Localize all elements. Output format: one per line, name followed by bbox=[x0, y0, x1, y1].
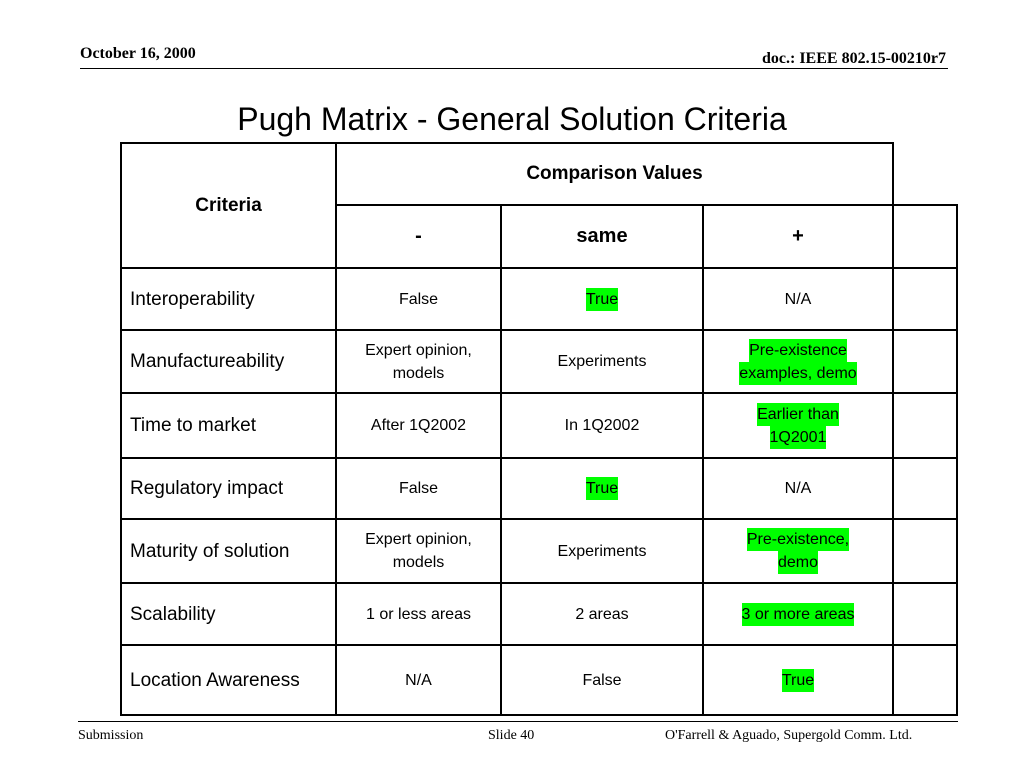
criterion-label: Location Awareness bbox=[130, 669, 300, 691]
table-border-bottom bbox=[120, 714, 958, 716]
criterion-label: Manufactureability bbox=[130, 351, 285, 372]
value-same: Experiments bbox=[557, 542, 647, 560]
value-same: False bbox=[582, 671, 622, 689]
value-same: Experiments bbox=[557, 353, 647, 370]
table-row bbox=[122, 584, 335, 644]
comparison-values-header: Comparison Values bbox=[526, 163, 703, 184]
criterion-label: Regulatory impact bbox=[130, 478, 284, 499]
table-row bbox=[122, 331, 335, 392]
value-plus: N/A bbox=[784, 480, 812, 497]
table-row bbox=[122, 269, 335, 329]
footer-authors: O'Farrell & Aguado, Supergold Comm. Ltd. bbox=[665, 728, 913, 743]
value-plus-highlighted: True bbox=[782, 669, 814, 692]
value-plus-highlighted: 3 or more areas bbox=[742, 603, 855, 626]
value-minus: N/A bbox=[405, 671, 432, 689]
value-same: 2 areas bbox=[575, 605, 629, 623]
value-plus: N/A bbox=[784, 290, 812, 308]
table-col-divider bbox=[892, 142, 894, 716]
column-header-plus: + bbox=[792, 225, 804, 247]
criteria-header: Criteria bbox=[195, 194, 262, 216]
value-minus: Expert opinion, models bbox=[365, 531, 472, 571]
column-header-minus: - bbox=[415, 225, 422, 247]
value-minus: 1 or less areas bbox=[366, 605, 471, 623]
criterion-label: Scalability bbox=[130, 603, 216, 625]
value-minus: False bbox=[398, 480, 439, 497]
table-row bbox=[122, 459, 335, 518]
value-same-highlighted: True bbox=[586, 477, 618, 500]
value-plus-highlighted: 1Q2001 bbox=[770, 426, 827, 449]
slide-title: Pugh Matrix - General Solution Criteria bbox=[237, 101, 787, 137]
criterion-label: Time to market bbox=[130, 415, 256, 436]
table-row bbox=[122, 394, 335, 457]
footer-submission: Submission bbox=[78, 728, 144, 743]
header-doc-id: doc.: IEEE 802.15-00210r7 bbox=[762, 50, 946, 67]
value-plus-highlighted: Pre-existence bbox=[749, 339, 847, 362]
footer-rule bbox=[78, 721, 958, 722]
value-minus: After 1Q2002 bbox=[370, 417, 467, 434]
table-row bbox=[122, 520, 335, 582]
table-border-right bbox=[956, 204, 958, 716]
value-same-highlighted: True bbox=[586, 288, 618, 311]
header-rule bbox=[80, 68, 948, 69]
value-plus-highlighted: Earlier than bbox=[757, 403, 839, 426]
value-same: In 1Q2002 bbox=[564, 417, 640, 434]
criterion-label: Interoperability bbox=[130, 288, 255, 310]
table-row bbox=[122, 646, 335, 714]
value-minus: False bbox=[398, 290, 439, 308]
value-minus: Expert opinion, models bbox=[365, 341, 472, 382]
column-header-same: same bbox=[576, 225, 628, 247]
criterion-label: Maturity of solution bbox=[130, 540, 290, 562]
value-plus-highlighted: examples, demo bbox=[739, 362, 856, 385]
footer-slide-number: Slide 40 bbox=[488, 728, 535, 743]
value-plus-highlighted: Pre-existence, bbox=[747, 528, 849, 551]
header-date: October 16, 2000 bbox=[80, 45, 196, 62]
value-plus-highlighted: demo bbox=[778, 551, 818, 574]
